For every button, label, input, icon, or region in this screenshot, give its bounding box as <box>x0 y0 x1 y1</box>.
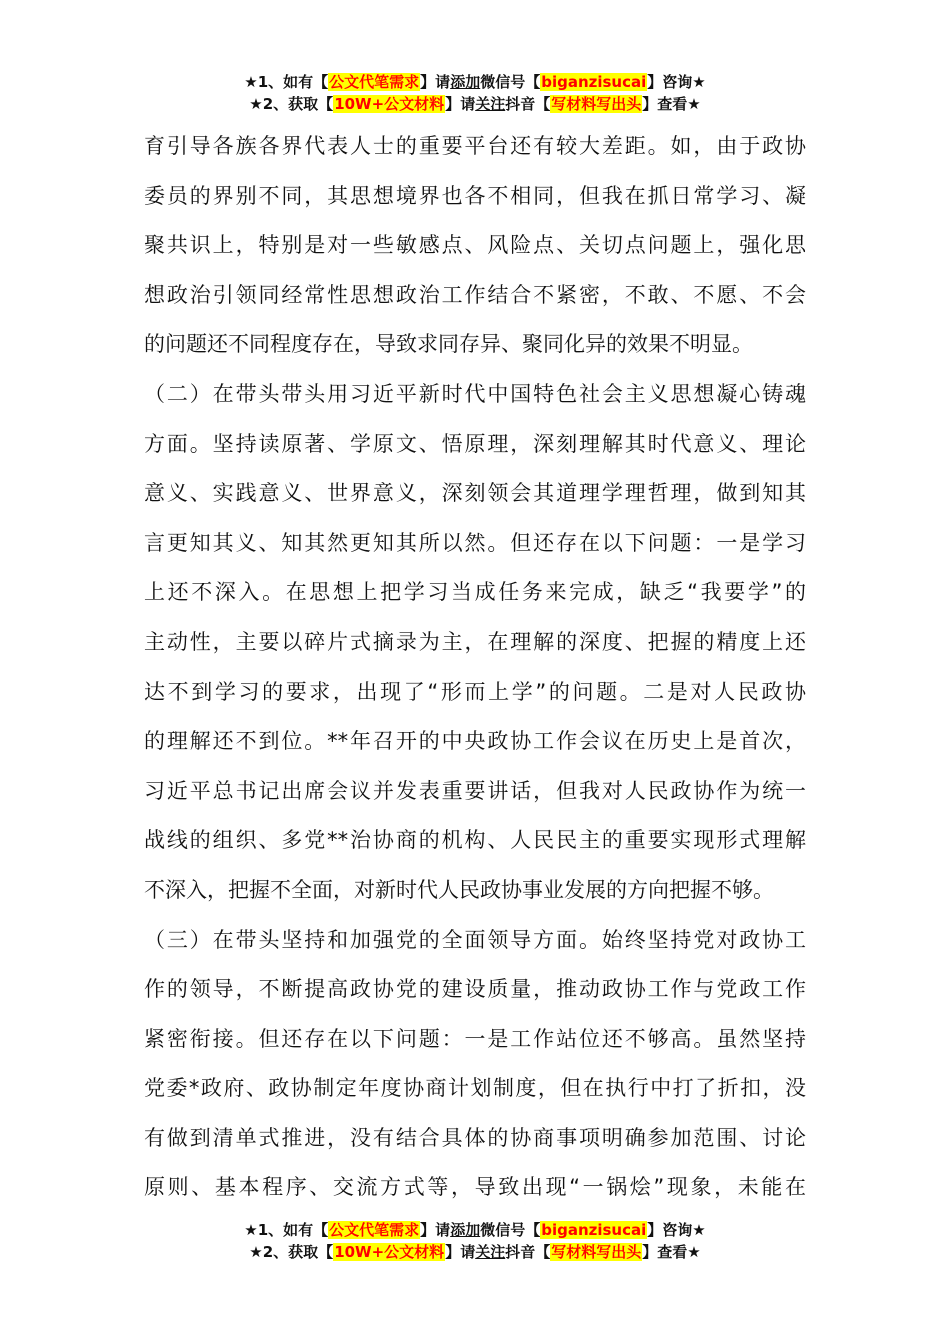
body-line: 达不到学习的要求，出现了“形而上学”的问题。二是对人民政协 <box>144 679 806 704</box>
body-line: 意义、实践意义、世界意义，深刻领会其道理学理哲理，做到知其 <box>144 481 806 506</box>
body-line: 想政治引领同经常性思想政治工作结合不紧密，不敢、不愿、不会 <box>144 282 806 307</box>
footer-text: 微信号【 <box>480 1221 541 1239</box>
body-line: 原则、基本程序、交流方式等，导致出现“一锅烩”现象，未能在 <box>144 1175 806 1200</box>
footer-text: 】查看★ <box>642 1243 701 1261</box>
body-line: 主动性，主要以碎片式摘录为主，在理解的深度、把握的精度上还 <box>144 629 806 654</box>
header-banner <box>0 71 950 115</box>
wechat-id: biganzisucai <box>541 1221 647 1239</box>
body-line: 聚共识上，特别是对一些敏感点、风险点、关切点问题上，强化思 <box>144 233 806 258</box>
body-line: 党委*政府、政协制定年度协商计划制度，但在执行中打了折扣，没 <box>144 1076 806 1101</box>
underlined-text: 添加 <box>450 1221 481 1239</box>
highlight-text: 公文代笔需求 <box>329 1221 420 1239</box>
header-text: 微信号【 <box>480 73 541 91</box>
header-text: ★2、获取【 <box>249 95 334 113</box>
underlined-text: 关注 <box>475 95 506 113</box>
highlight-text: 10W+公文材料 <box>334 95 445 113</box>
underlined-text: 添加 <box>450 73 481 91</box>
header-text: 】查看★ <box>642 95 701 113</box>
body-line: 育引导各族各界代表人士的重要平台还有较大差距。如，由于政协 <box>144 134 806 158</box>
header-text: 】请 <box>445 95 476 113</box>
douyin-account: 写材料写出头 <box>551 95 642 113</box>
header-text: 】咨询★ <box>647 73 706 91</box>
footer-text: 抖音【 <box>505 1243 551 1261</box>
body-line: 方面。坚持读原著、学原文、悟原理，深刻理解其时代意义、理论 <box>144 431 806 456</box>
highlight-text: 公文代笔需求 <box>329 73 420 91</box>
body-line: 紧密衔接。但还存在以下问题：一是工作站位还不够高。虽然坚持 <box>144 1026 806 1051</box>
body-line: 不深入，把握不全面，对新时代人民政协事业发展的方向把握不够。 <box>144 877 774 902</box>
body-line: 言更知其义、知其然更知其所以然。但还存在以下问题：一是学习 <box>144 530 806 555</box>
header-text: ★1、如有【 <box>244 73 329 91</box>
body-line: 委员的界别不同，其思想境界也各不相同，但我在抓日常学习、凝 <box>144 183 806 208</box>
footer-text: ★2、获取【 <box>249 1243 334 1261</box>
body-line: 战线的组织、多党**治协商的机构、人民民主的重要实现形式理解 <box>144 828 806 853</box>
body-line: 有做到清单式推进，没有结合具体的协商事项明确参加范围、讨论 <box>144 1125 806 1150</box>
header-text: 抖音【 <box>505 95 551 113</box>
header-line-2 <box>0 93 950 115</box>
body-line: 习近平总书记出席会议并发表重要讲话，但我对人民政协作为统一 <box>144 778 806 803</box>
body-line: 的问题还不同程度存在，导致求同存异、聚同化异的效果不明显。 <box>144 332 753 357</box>
body-line: （二）在带头带头用习近平新时代中国特色社会主义思想凝心铸魂 <box>144 381 806 406</box>
body-line: （三）在带头坚持和加强党的全面领导方面。始终坚持党对政协工 <box>144 927 806 952</box>
footer-line-2 <box>0 1241 950 1263</box>
footer-text: 】请 <box>420 1221 451 1239</box>
highlight-text: 10W+公文材料 <box>334 1243 445 1261</box>
footer-text: 】咨询★ <box>647 1221 706 1239</box>
document-body <box>144 122 806 1213</box>
wechat-id: biganzisucai <box>541 73 647 91</box>
body-line: 作的领导，不断提高政协党的建设质量，推动政协工作与党政工作 <box>144 977 806 1002</box>
footer-text: ★1、如有【 <box>244 1221 329 1239</box>
body-line: 上还不深入。在思想上把学习当成任务来完成，缺乏“我要学”的 <box>144 580 806 605</box>
header-line-1 <box>0 71 950 93</box>
underlined-text: 关注 <box>475 1243 506 1261</box>
body-line: 的理解还不到位。**年召开的中央政协工作会议在历史上是首次， <box>144 729 806 754</box>
douyin-account: 写材料写出头 <box>551 1243 642 1261</box>
footer-line-1 <box>0 1219 950 1241</box>
header-text: 】请 <box>420 73 451 91</box>
footer-banner <box>0 1219 950 1263</box>
footer-text: 】请 <box>445 1243 476 1261</box>
